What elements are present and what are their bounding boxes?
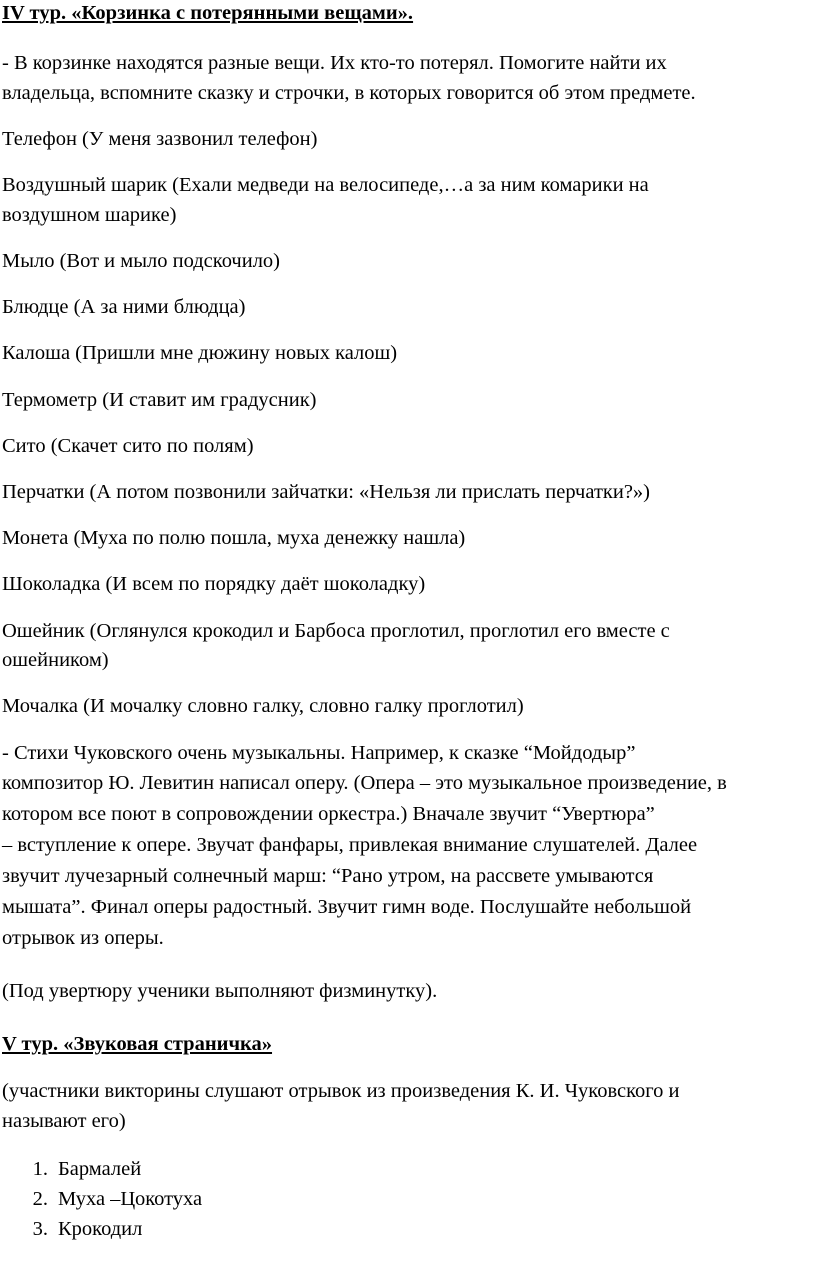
section-5-intro-line-2: называют его)	[2, 1110, 126, 1132]
item-washcloth: Мочалка (И мочалку словно галку, словно галку проглотил)	[2, 695, 524, 717]
list-item-number: 2.	[32, 1188, 48, 1210]
section-5-heading: V тур. «Звуковая страничка»	[2, 1033, 273, 1055]
item-gloves: Перчатки (А потом позвонили зайчатки: «Нельзя ли прислать перчатки?»)	[2, 481, 651, 503]
item-telephone: Телефон (У меня зазвонил телефон)	[2, 128, 318, 150]
section-4-intro-line-2: владельца, вспомните сказку и строчки, в которых говорится об этом предмете.	[2, 82, 696, 104]
item-soap: Мыло (Вот и мыло подскочило)	[2, 250, 281, 272]
section-5-intro-line-1: (участники викторины слушают отрывок из произведения К. И. Чуковского и	[2, 1080, 680, 1102]
opera-paragraph-line-1: - Стихи Чуковского очень музыкальны. Например, к сказке “Мойдодыр”	[2, 742, 636, 764]
item-collar-line-1: Ошейник (Оглянулся крокодил и Барбоса проглотил, проглотил его вместе с	[2, 620, 670, 642]
item-thermometer: Термометр (И ставит им градусник)	[2, 389, 317, 411]
item-collar-line-2: ошейником)	[2, 649, 109, 671]
opera-paragraph-line-3: котором все поют в сопровождении оркестра.) Вначале звучит “Увертюра”	[2, 803, 655, 825]
item-coin: Монета (Муха по полю пошла, муха денежку нашла)	[2, 527, 466, 549]
item-sieve: Сито (Скачет сито по полям)	[2, 435, 254, 457]
opera-paragraph-line-2: композитор Ю. Левитин написал оперу. (Опера – это музыкальное произведение, в	[2, 772, 727, 794]
opera-paragraph-line-7: отрывок из оперы.	[2, 927, 164, 949]
opera-paragraph-line-5: звучит лучезарный солнечный марш: “Рано утром, на рассвете умываются	[2, 865, 654, 887]
opera-paragraph-line-4: – вступление к опере. Звучат фанфары, привлекая внимание слушателей. Далее	[2, 834, 698, 856]
list-item-text: Муха –Цокотуха	[58, 1188, 203, 1210]
list-item-number: 3.	[32, 1218, 48, 1240]
physical-minute-note: (Под увертюру ученики выполняют физминутку).	[2, 980, 438, 1002]
list-item-text: Бармалей	[58, 1158, 142, 1180]
item-chocolate: Шоколадка (И всем по порядку даёт шоколадку)	[2, 573, 426, 595]
section-4-heading: IV тур. «Корзинка с потерянными вещами».	[2, 2, 414, 24]
section-4-intro-line-1: - В корзинке находятся разные вещи. Их кто-то потерял. Помогите найти их	[2, 52, 667, 74]
list-item-text: Крокодил	[58, 1218, 143, 1240]
list-item-number: 1.	[32, 1158, 48, 1180]
item-galosh: Калоша (Пришли мне дюжину новых калош)	[2, 342, 398, 364]
opera-paragraph-line-6: мышата”. Финал оперы радостный. Звучит гимн воде. Послушайте небольшой	[2, 896, 692, 918]
item-saucer: Блюдце (А за ними блюдца)	[2, 296, 246, 318]
item-balloon-line-1: Воздушный шарик (Ехали медведи на велосипеде,…а за ним комарики на	[2, 174, 649, 196]
item-balloon-line-2: воздушном шарике)	[2, 204, 177, 226]
